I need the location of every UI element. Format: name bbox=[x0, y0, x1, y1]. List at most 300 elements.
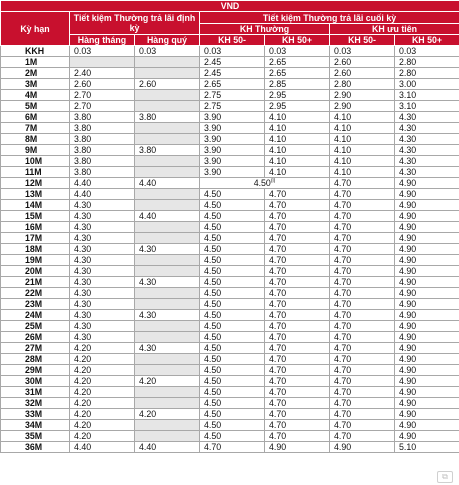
priority-under50-rate-cell: 4.70 bbox=[330, 288, 395, 299]
regular-under50-rate-cell: 4.50 bbox=[200, 233, 265, 244]
monthly-rate-cell: 4.40 bbox=[70, 442, 135, 453]
priority-under50-rate-cell: 4.70 bbox=[330, 299, 395, 310]
regular-under50-rate-cell: 4.50 bbox=[200, 288, 265, 299]
regular-under50-header: KH 50- bbox=[200, 35, 265, 46]
regular-under50-rate-cell: 4.50 bbox=[200, 387, 265, 398]
monthly-header: Hàng tháng bbox=[70, 35, 135, 46]
regular-under50-rate-cell: 4.50 bbox=[200, 420, 265, 431]
quarterly-rate-cell bbox=[135, 321, 200, 332]
priority-under50-rate-cell: 4.70 bbox=[330, 398, 395, 409]
quarterly-rate-cell: 0.03 bbox=[135, 46, 200, 57]
regular-over50-rate-cell: 4.70 bbox=[265, 398, 330, 409]
priority-under50-rate-cell: 0.03 bbox=[330, 46, 395, 57]
regular-over50-rate-cell: 4.70 bbox=[265, 211, 330, 222]
monthly-rate-cell: 2.70 bbox=[70, 90, 135, 101]
priority-under50-rate-cell: 4.70 bbox=[330, 233, 395, 244]
regular-over50-rate-cell: 4.70 bbox=[265, 354, 330, 365]
term-cell: 14M bbox=[1, 200, 70, 211]
monthly-rate-cell: 4.40 bbox=[70, 178, 135, 189]
quarterly-rate-cell bbox=[135, 189, 200, 200]
monthly-rate-cell: 4.20 bbox=[70, 398, 135, 409]
table-row bbox=[1, 288, 459, 299]
quarterly-rate-cell bbox=[135, 431, 200, 442]
table-row bbox=[1, 222, 459, 233]
regular-under50-rate-cell: 4.50 bbox=[200, 332, 265, 343]
table-row bbox=[1, 123, 459, 134]
term-cell: 20M bbox=[1, 266, 70, 277]
priority-over50-rate-cell: 4.30 bbox=[395, 134, 459, 145]
table-row bbox=[1, 46, 459, 57]
quarterly-rate-cell: 4.30 bbox=[135, 277, 200, 288]
table-row bbox=[1, 145, 459, 156]
priority-under50-rate-cell: 4.70 bbox=[330, 310, 395, 321]
monthly-rate-cell: 4.20 bbox=[70, 409, 135, 420]
priority-over50-rate-cell: 4.90 bbox=[395, 211, 459, 222]
monthly-rate-cell: 3.80 bbox=[70, 167, 135, 178]
priority-under50-rate-cell: 4.10 bbox=[330, 145, 395, 156]
monthly-rate-cell bbox=[70, 57, 135, 68]
table-row bbox=[1, 189, 459, 200]
priority-over50-rate-cell: 4.90 bbox=[395, 288, 459, 299]
regular-under50-rate-cell: 4.50 bbox=[200, 244, 265, 255]
regular-under50-rate-cell: 4.50 bbox=[200, 354, 265, 365]
monthly-rate-cell: 4.20 bbox=[70, 365, 135, 376]
regular-over50-rate-cell: 4.10 bbox=[265, 134, 330, 145]
table-row bbox=[1, 409, 459, 420]
table-row bbox=[1, 310, 459, 321]
table-row bbox=[1, 398, 459, 409]
quarterly-rate-cell: 4.40 bbox=[135, 442, 200, 453]
regular-under50-rate-cell: 4.50 bbox=[200, 222, 265, 233]
priority-under50-rate-cell: 4.70 bbox=[330, 277, 395, 288]
priority-under50-rate-cell: 4.70 bbox=[330, 222, 395, 233]
priority-customer-header: KH ưu tiên bbox=[330, 24, 459, 35]
priority-over50-rate-cell: 4.90 bbox=[395, 420, 459, 431]
table-row bbox=[1, 101, 459, 112]
term-cell: 12M bbox=[1, 178, 70, 189]
quarterly-rate-cell bbox=[135, 101, 200, 112]
priority-over50-rate-cell: 3.00 bbox=[395, 79, 459, 90]
regular-over50-rate-cell: 4.70 bbox=[265, 222, 330, 233]
table-row bbox=[1, 134, 459, 145]
table-row bbox=[1, 420, 459, 431]
monthly-rate-cell: 2.70 bbox=[70, 101, 135, 112]
priority-over50-header: KH 50+ bbox=[395, 35, 459, 46]
term-header: Kỳ hạn bbox=[1, 12, 70, 46]
monthly-rate-cell: 3.80 bbox=[70, 145, 135, 156]
quarterly-rate-cell bbox=[135, 255, 200, 266]
monthly-rate-cell: 3.80 bbox=[70, 123, 135, 134]
regular-under50-rate-cell: 4.50 bbox=[200, 277, 265, 288]
monthly-rate-cell: 4.20 bbox=[70, 354, 135, 365]
priority-under50-rate-cell: 4.70 bbox=[330, 178, 395, 189]
priority-under50-rate-cell: 4.70 bbox=[330, 266, 395, 277]
priority-over50-rate-cell: 2.80 bbox=[395, 57, 459, 68]
quarterly-rate-cell bbox=[135, 266, 200, 277]
regular-under50-rate-cell: 4.50 bbox=[200, 211, 265, 222]
priority-under50-rate-cell: 4.70 bbox=[330, 332, 395, 343]
table-row bbox=[1, 90, 459, 101]
priority-under50-rate-cell: 4.70 bbox=[330, 376, 395, 387]
priority-under50-rate-cell: 4.70 bbox=[330, 255, 395, 266]
priority-over50-rate-cell: 4.90 bbox=[395, 189, 459, 200]
regular-under50-rate-cell: 4.50 bbox=[200, 189, 265, 200]
quarterly-rate-cell bbox=[135, 167, 200, 178]
quarterly-rate-cell bbox=[135, 398, 200, 409]
regular-over50-rate-cell: 4.70 bbox=[265, 409, 330, 420]
quarterly-rate-cell bbox=[135, 123, 200, 134]
quarterly-rate-cell: 2.60 bbox=[135, 79, 200, 90]
regular-over50-rate-cell: 4.70 bbox=[265, 200, 330, 211]
term-cell: 5M bbox=[1, 101, 70, 112]
table-row bbox=[1, 200, 459, 211]
regular-over50-rate-cell: 4.70 bbox=[265, 431, 330, 442]
regular-under50-rate-cell: 3.90 bbox=[200, 145, 265, 156]
table-row bbox=[1, 321, 459, 332]
regular-under50-rate-cell: 2.45 bbox=[200, 68, 265, 79]
monthly-rate-cell: 4.30 bbox=[70, 200, 135, 211]
monthly-rate-cell: 4.30 bbox=[70, 299, 135, 310]
regular-over50-rate-cell: 4.10 bbox=[265, 167, 330, 178]
rate-value: 4.50 bbox=[253, 178, 271, 188]
term-cell: 30M bbox=[1, 376, 70, 387]
priority-over50-rate-cell: 4.90 bbox=[395, 233, 459, 244]
term-cell: KKH bbox=[1, 46, 70, 57]
priority-under50-rate-cell: 2.60 bbox=[330, 57, 395, 68]
priority-over50-rate-cell: 3.10 bbox=[395, 101, 459, 112]
regular-over50-rate-cell: 4.70 bbox=[265, 299, 330, 310]
priority-over50-rate-cell: 4.90 bbox=[395, 343, 459, 354]
quarterly-rate-cell: 3.80 bbox=[135, 145, 200, 156]
priority-under50-rate-cell: 4.70 bbox=[330, 365, 395, 376]
term-cell: 23M bbox=[1, 299, 70, 310]
monthly-rate-cell: 4.30 bbox=[70, 222, 135, 233]
regular-over50-rate-cell: 4.10 bbox=[265, 123, 330, 134]
table-row bbox=[1, 68, 459, 79]
regular-under50-rate-cell: 3.90 bbox=[200, 112, 265, 123]
term-cell: 1M bbox=[1, 57, 70, 68]
regular-under50-rate-cell: 4.50 bbox=[200, 266, 265, 277]
regular-under50-rate-cell: 2.75 bbox=[200, 90, 265, 101]
table-row bbox=[1, 112, 459, 123]
regular-over50-rate-cell: 2.65 bbox=[265, 57, 330, 68]
regular-over50-rate-cell: 2.65 bbox=[265, 68, 330, 79]
monthly-rate-cell: 4.30 bbox=[70, 233, 135, 244]
regular-over50-rate-cell: 0.03 bbox=[265, 46, 330, 57]
term-cell: 22M bbox=[1, 288, 70, 299]
regular-over50-rate-cell: 4.10 bbox=[265, 145, 330, 156]
regular-over50-rate-cell: 4.70 bbox=[265, 277, 330, 288]
priority-over50-rate-cell: 4.90 bbox=[395, 299, 459, 310]
regular-under50-rate-cell: 4.50 bbox=[200, 431, 265, 442]
footnote-marker: (i) bbox=[270, 178, 276, 185]
regular-under50-rate-cell: 4.70 bbox=[200, 442, 265, 453]
end-of-term-header: Tiết kiệm Thường trả lãi cuối kỳ bbox=[200, 12, 459, 24]
priority-under50-rate-cell: 4.10 bbox=[330, 167, 395, 178]
priority-under50-rate-cell: 4.70 bbox=[330, 200, 395, 211]
priority-over50-rate-cell: 4.30 bbox=[395, 167, 459, 178]
monthly-rate-cell: 4.40 bbox=[70, 189, 135, 200]
quarterly-rate-cell bbox=[135, 365, 200, 376]
regular-over50-rate-cell: 4.70 bbox=[265, 376, 330, 387]
term-cell: 33M bbox=[1, 409, 70, 420]
term-cell: 16M bbox=[1, 222, 70, 233]
monthly-rate-cell: 4.30 bbox=[70, 288, 135, 299]
regular-under50-rate-cell: 4.50 bbox=[200, 409, 265, 420]
table-row bbox=[1, 299, 459, 310]
regular-over50-rate-cell: 4.70 bbox=[265, 189, 330, 200]
table-row bbox=[1, 167, 459, 178]
regular-under50-rate-cell: 4.50 bbox=[200, 200, 265, 211]
priority-under50-header: KH 50- bbox=[330, 35, 395, 46]
regular-over50-rate-cell: 2.95 bbox=[265, 101, 330, 112]
regular-under50-rate-cell: 2.75 bbox=[200, 101, 265, 112]
quarterly-rate-cell bbox=[135, 156, 200, 167]
quarterly-rate-cell bbox=[135, 299, 200, 310]
regular-over50-rate-cell: 2.85 bbox=[265, 79, 330, 90]
quarterly-rate-cell: 3.80 bbox=[135, 112, 200, 123]
term-cell: 28M bbox=[1, 354, 70, 365]
priority-over50-rate-cell: 4.30 bbox=[395, 145, 459, 156]
priority-under50-rate-cell: 4.10 bbox=[330, 134, 395, 145]
table-row bbox=[1, 233, 459, 244]
quarterly-rate-cell: 4.20 bbox=[135, 409, 200, 420]
regular-over50-rate-cell: 4.70 bbox=[265, 321, 330, 332]
regular-over50-rate-cell: 4.90 bbox=[265, 442, 330, 453]
monthly-rate-cell: 4.30 bbox=[70, 211, 135, 222]
quarterly-rate-cell bbox=[135, 134, 200, 145]
priority-under50-rate-cell: 4.70 bbox=[330, 354, 395, 365]
table-header bbox=[1, 1, 459, 46]
monthly-rate-cell: 2.60 bbox=[70, 79, 135, 90]
term-cell: 17M bbox=[1, 233, 70, 244]
monthly-rate-cell: 4.30 bbox=[70, 255, 135, 266]
priority-under50-rate-cell: 4.70 bbox=[330, 431, 395, 442]
priority-over50-rate-cell: 4.90 bbox=[395, 409, 459, 420]
regular-under50-rate-cell: 4.50 bbox=[200, 255, 265, 266]
quarterly-rate-cell bbox=[135, 222, 200, 233]
regular-over50-rate-cell: 4.70 bbox=[265, 365, 330, 376]
table-row bbox=[1, 431, 459, 442]
priority-over50-rate-cell: 4.90 bbox=[395, 200, 459, 211]
quarterly-rate-cell bbox=[135, 288, 200, 299]
regular-over50-rate-cell: 4.70 bbox=[265, 310, 330, 321]
monthly-rate-cell: 4.30 bbox=[70, 310, 135, 321]
priority-under50-rate-cell: 4.70 bbox=[330, 211, 395, 222]
quarterly-rate-cell: 4.30 bbox=[135, 343, 200, 354]
term-cell: 26M bbox=[1, 332, 70, 343]
regular-under50-rate-cell: 2.65 bbox=[200, 79, 265, 90]
priority-over50-rate-cell: 0.03 bbox=[395, 46, 459, 57]
table-row bbox=[1, 376, 459, 387]
currency-header: VND bbox=[1, 1, 459, 12]
term-cell: 29M bbox=[1, 365, 70, 376]
regular-under50-rate-cell: 2.45 bbox=[200, 57, 265, 68]
table-row bbox=[1, 277, 459, 288]
term-cell: 27M bbox=[1, 343, 70, 354]
term-cell: 32M bbox=[1, 398, 70, 409]
term-cell: 24M bbox=[1, 310, 70, 321]
term-cell: 15M bbox=[1, 211, 70, 222]
regular-under50-rate-cell: 0.03 bbox=[200, 46, 265, 57]
priority-over50-rate-cell: 3.10 bbox=[395, 90, 459, 101]
regular-under50-rate-cell: 4.50 bbox=[200, 398, 265, 409]
table-row bbox=[1, 343, 459, 354]
quarterly-rate-cell bbox=[135, 90, 200, 101]
table-row bbox=[1, 442, 459, 453]
priority-under50-rate-cell: 4.70 bbox=[330, 321, 395, 332]
term-cell: 13M bbox=[1, 189, 70, 200]
priority-under50-rate-cell: 4.70 bbox=[330, 409, 395, 420]
regular-over50-rate-cell: 4.10 bbox=[265, 156, 330, 167]
monthly-rate-cell: 4.30 bbox=[70, 244, 135, 255]
priority-under50-rate-cell: 2.90 bbox=[330, 90, 395, 101]
monthly-rate-cell: 4.20 bbox=[70, 343, 135, 354]
term-cell: 7M bbox=[1, 123, 70, 134]
monthly-rate-cell: 4.30 bbox=[70, 266, 135, 277]
regular-over50-rate-cell: 4.70 bbox=[265, 233, 330, 244]
table-row bbox=[1, 178, 459, 189]
regular-under50-rate-cell: 4.50 bbox=[200, 365, 265, 376]
quarterly-header: Hàng quý bbox=[135, 35, 200, 46]
priority-over50-rate-cell: 4.90 bbox=[395, 376, 459, 387]
priority-over50-rate-cell: 2.80 bbox=[395, 68, 459, 79]
term-cell: 8M bbox=[1, 134, 70, 145]
priority-under50-rate-cell: 4.70 bbox=[330, 189, 395, 200]
table-row bbox=[1, 266, 459, 277]
regular-under50-rate-cell: 3.90 bbox=[200, 134, 265, 145]
monthly-rate-cell: 4.20 bbox=[70, 387, 135, 398]
monthly-rate-cell: 3.80 bbox=[70, 112, 135, 123]
priority-over50-rate-cell: 4.90 bbox=[395, 332, 459, 343]
quarterly-rate-cell bbox=[135, 420, 200, 431]
quarterly-rate-cell bbox=[135, 332, 200, 343]
priority-over50-rate-cell: 4.90 bbox=[395, 178, 459, 189]
regular-under50-rate-cell: 4.50 bbox=[200, 299, 265, 310]
regular-under50-rate-cell: 4.50 bbox=[200, 376, 265, 387]
priority-over50-rate-cell: 4.90 bbox=[395, 277, 459, 288]
regular-merged-rate-cell bbox=[200, 178, 330, 189]
regular-over50-rate-cell: 4.70 bbox=[265, 343, 330, 354]
monthly-rate-cell: 3.80 bbox=[70, 134, 135, 145]
priority-under50-rate-cell: 2.60 bbox=[330, 68, 395, 79]
table-row bbox=[1, 365, 459, 376]
priority-under50-rate-cell: 4.10 bbox=[330, 156, 395, 167]
regular-under50-rate-cell: 3.90 bbox=[200, 123, 265, 134]
priority-over50-rate-cell: 4.30 bbox=[395, 156, 459, 167]
quarterly-rate-cell bbox=[135, 200, 200, 211]
monthly-rate-cell: 4.20 bbox=[70, 376, 135, 387]
term-cell: 35M bbox=[1, 431, 70, 442]
priority-under50-rate-cell: 2.80 bbox=[330, 79, 395, 90]
table-row bbox=[1, 387, 459, 398]
term-cell: 36M bbox=[1, 442, 70, 453]
monthly-rate-cell: 4.20 bbox=[70, 420, 135, 431]
monthly-rate-cell: 4.20 bbox=[70, 431, 135, 442]
regular-over50-rate-cell: 4.10 bbox=[265, 112, 330, 123]
term-cell: 18M bbox=[1, 244, 70, 255]
regular-under50-rate-cell: 3.90 bbox=[200, 167, 265, 178]
priority-over50-rate-cell: 4.90 bbox=[395, 310, 459, 321]
regular-over50-rate-cell: 4.70 bbox=[265, 420, 330, 431]
quarterly-rate-cell: 4.30 bbox=[135, 310, 200, 321]
periodic-interest-header: Tiết kiệm Thường trả lãi định kỳ bbox=[70, 12, 200, 35]
term-cell: 3M bbox=[1, 79, 70, 90]
regular-customer-header: KH Thường bbox=[200, 24, 330, 35]
term-cell: 2M bbox=[1, 68, 70, 79]
monthly-rate-cell: 4.30 bbox=[70, 332, 135, 343]
priority-under50-rate-cell: 4.70 bbox=[330, 244, 395, 255]
copy-icon: ⧉ bbox=[437, 471, 453, 483]
monthly-rate-cell: 0.03 bbox=[70, 46, 135, 57]
priority-under50-rate-cell: 4.70 bbox=[330, 343, 395, 354]
table-row bbox=[1, 211, 459, 222]
priority-under50-rate-cell: 4.70 bbox=[330, 420, 395, 431]
priority-over50-rate-cell: 4.90 bbox=[395, 431, 459, 442]
priority-under50-rate-cell: 4.90 bbox=[330, 442, 395, 453]
regular-over50-rate-cell: 4.70 bbox=[265, 244, 330, 255]
regular-under50-rate-cell: 3.90 bbox=[200, 156, 265, 167]
table-row bbox=[1, 156, 459, 167]
monthly-rate-cell: 2.40 bbox=[70, 68, 135, 79]
regular-under50-rate-cell: 4.50 bbox=[200, 321, 265, 332]
regular-over50-rate-cell: 4.70 bbox=[265, 266, 330, 277]
priority-under50-rate-cell: 4.70 bbox=[330, 387, 395, 398]
monthly-rate-cell: 4.30 bbox=[70, 277, 135, 288]
regular-under50-rate-cell: 4.50 bbox=[200, 343, 265, 354]
term-cell: 6M bbox=[1, 112, 70, 123]
term-cell: 31M bbox=[1, 387, 70, 398]
priority-under50-rate-cell: 4.10 bbox=[330, 112, 395, 123]
regular-over50-rate-cell: 4.70 bbox=[265, 387, 330, 398]
term-cell: 10M bbox=[1, 156, 70, 167]
regular-over50-rate-cell: 4.70 bbox=[265, 288, 330, 299]
term-cell: 25M bbox=[1, 321, 70, 332]
table-row bbox=[1, 354, 459, 365]
monthly-rate-cell: 4.30 bbox=[70, 321, 135, 332]
monthly-rate-cell: 3.80 bbox=[70, 156, 135, 167]
quarterly-rate-cell: 4.30 bbox=[135, 244, 200, 255]
regular-over50-rate-cell: 2.95 bbox=[265, 90, 330, 101]
quarterly-rate-cell bbox=[135, 354, 200, 365]
table-row bbox=[1, 79, 459, 90]
priority-over50-rate-cell: 4.90 bbox=[395, 398, 459, 409]
priority-over50-rate-cell: 4.90 bbox=[395, 266, 459, 277]
priority-over50-rate-cell: 4.90 bbox=[395, 354, 459, 365]
term-cell: 4M bbox=[1, 90, 70, 101]
regular-under50-rate-cell: 4.50 bbox=[200, 310, 265, 321]
priority-over50-rate-cell: 4.90 bbox=[395, 255, 459, 266]
quarterly-rate-cell bbox=[135, 57, 200, 68]
quarterly-rate-cell bbox=[135, 233, 200, 244]
quarterly-rate-cell bbox=[135, 387, 200, 398]
priority-over50-rate-cell: 5.10 bbox=[395, 442, 459, 453]
priority-over50-rate-cell: 4.30 bbox=[395, 123, 459, 134]
table-row bbox=[1, 255, 459, 266]
table-row bbox=[1, 57, 459, 68]
regular-over50-rate-cell: 4.70 bbox=[265, 332, 330, 343]
priority-over50-rate-cell: 4.90 bbox=[395, 222, 459, 233]
quarterly-rate-cell: 4.20 bbox=[135, 376, 200, 387]
priority-over50-rate-cell: 4.90 bbox=[395, 321, 459, 332]
table-body bbox=[1, 46, 459, 453]
regular-over50-rate-cell: 4.70 bbox=[265, 255, 330, 266]
table-row bbox=[1, 244, 459, 255]
term-cell: 11M bbox=[1, 167, 70, 178]
quarterly-rate-cell bbox=[135, 68, 200, 79]
priority-under50-rate-cell: 2.90 bbox=[330, 101, 395, 112]
priority-over50-rate-cell: 4.30 bbox=[395, 112, 459, 123]
